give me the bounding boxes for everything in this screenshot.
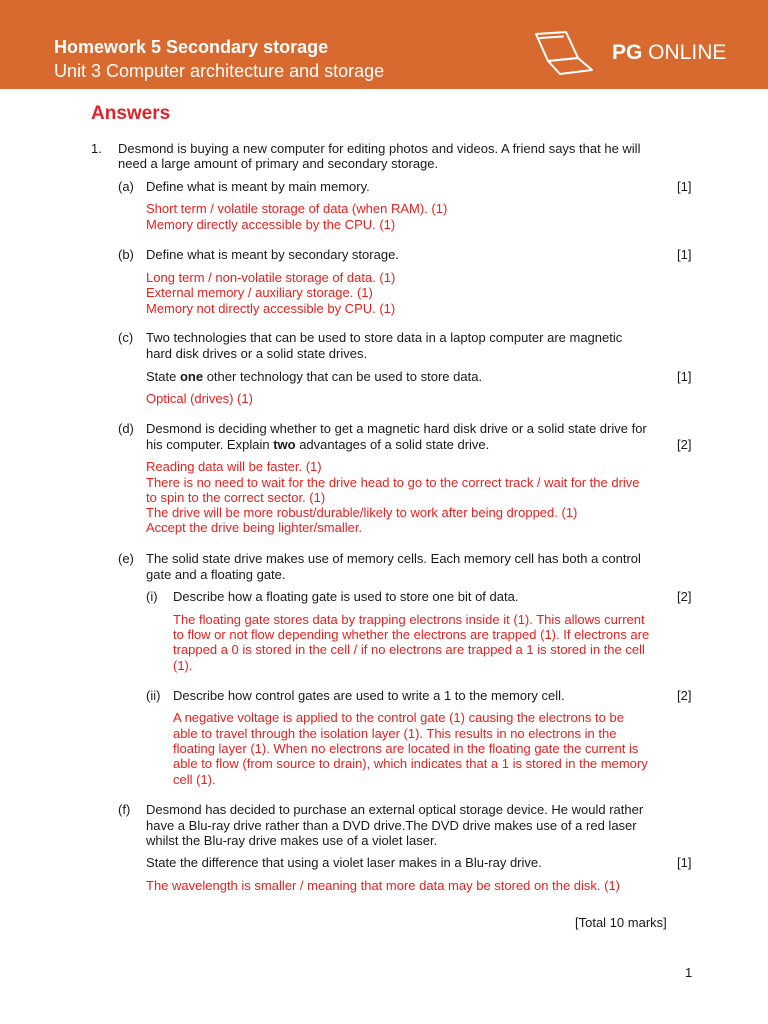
part-c-label: (c) (118, 330, 134, 345)
part-e-i-question: Describe how a floating gate is used to store one bit of data. (173, 589, 519, 604)
part-e-i-answer-line: to flow or not flow depending whether the electrons are trapped (1). If electrons are (173, 627, 650, 642)
part-d-question-line: Desmond is deciding whether to get a magnetic hard disk drive or a solid state drive for (146, 421, 647, 436)
brand-name: PG ONLINE (612, 41, 727, 64)
part-e-ii-marks: [2] (677, 688, 692, 703)
part-d-answer-line: to spin to the correct sector. (1) (146, 490, 326, 505)
part-b-question: Define what is meant by secondary storage. (146, 247, 399, 262)
part-e-ii-question: Describe how control gates are used to write a 1 to the memory cell. (173, 688, 565, 703)
total-marks: [Total 10 marks] (575, 915, 667, 930)
part-c-question-line: hard disk drives or a solid state drives. (146, 346, 368, 361)
part-d-label: (d) (118, 421, 134, 436)
part-d-marks: [2] (677, 437, 692, 452)
document-title: Homework 5 Secondary storage (54, 37, 329, 57)
question-intro-line-1: Desmond is buying a new computer for editing photos and videos. A friend says that he will (118, 141, 641, 156)
part-e-label: (e) (118, 551, 134, 566)
document-subtitle: Unit 3 Computer architecture and storage (54, 61, 385, 81)
part-a-label: (a) (118, 179, 134, 194)
part-d-answer-line: Accept the drive being lighter/smaller. (146, 520, 363, 535)
part-a-marks: [1] (677, 179, 692, 194)
part-c-question-line: Two technologies that can be used to store data in a laptop computer are magnetic (146, 330, 623, 345)
part-a-answer-line: Memory directly accessible by the CPU. (1) (146, 217, 396, 232)
part-f-marks: [1] (677, 855, 692, 870)
part-e-ii-answer-line: floating layer (1). When no electrons are located in the floating gate the current is (173, 741, 639, 756)
part-f-question-line: whilst the Blu-ray drive makes use of a violet laser. (146, 833, 438, 848)
part-e-ii-answer-line: A negative voltage is applied to the control gate (1) causing the electrons to be (173, 710, 624, 725)
part-e-i-answer-line: trapped a 0 is stored in the cell / if no electrons are trapped a 1 is stored in the cell (173, 642, 645, 657)
question-number: 1. (91, 141, 102, 156)
part-b-label: (b) (118, 247, 134, 262)
part-f-question-line: have a Blu-ray drive rather than a DVD drive.The DVD drive makes use of a red laser (146, 818, 637, 833)
part-f-question-line: Desmond has decided to purchase an external optical storage device. He would rather (146, 802, 644, 817)
page-header (0, 0, 768, 89)
page-number: 1 (685, 965, 693, 980)
part-d-question-line: his computer. Explain two advantages of a solid state drive. (146, 437, 490, 452)
part-b-answer-line: External memory / auxiliary storage. (1) (146, 285, 373, 300)
part-e-ii-answer-line: able to flow (from source to drain), which indicates that a 1 is stored in the memory (173, 756, 648, 771)
pg-online-logo (532, 30, 727, 76)
part-c-answer: Optical (drives) (1) (146, 391, 253, 406)
answers-heading: Answers (91, 103, 171, 124)
part-e-ii-label: (ii) (146, 688, 161, 703)
part-f-prompt: State the difference that using a violet laser makes in a Blu-ray drive. (146, 855, 542, 870)
part-a-answer-line: Short term / volatile storage of data (when RAM). (1) (146, 201, 448, 216)
part-e-ii-answer-line: cell (1). (173, 772, 216, 787)
part-f-answer: The wavelength is smaller / meaning that more data may be stored on the disk. (1) (146, 878, 621, 893)
part-e-i-marks: [2] (677, 589, 692, 604)
question-intro-line-2: need a large amount of primary and secondary storage. (118, 156, 439, 171)
part-e-ii-answer-line: able to travel through the isolation layer (1). This results in no electrons in the (173, 726, 617, 741)
part-b-answer-line: Memory not directly accessible by CPU. (1) (146, 301, 396, 316)
part-a-question: Define what is meant by main memory. (146, 179, 370, 194)
part-c-prompt: State one other technology that can be used to store data. (146, 369, 483, 384)
part-d-answer-line: The drive will be more robust/durable/likely to work after being dropped. (1) (146, 505, 578, 520)
part-e-i-answer-line: (1). (173, 658, 193, 673)
part-b-answer-line: Long term / non-volatile storage of data. (1) (146, 270, 396, 285)
part-e-question-line: gate and a floating gate. (146, 567, 286, 582)
laptop-icon (532, 30, 606, 76)
part-e-i-answer-line: The floating gate stores data by trapping electrons inside it (1). This allows current (173, 612, 645, 627)
part-b-marks: [1] (677, 247, 692, 262)
part-e-i-label: (i) (146, 589, 158, 604)
part-e-question-line: The solid state drive makes use of memory cells. Each memory cell has both a control (146, 551, 641, 566)
part-f-label: (f) (118, 802, 131, 817)
part-d-answer-line: There is no need to wait for the drive head to go to the correct track / wait for the drive (146, 475, 640, 490)
part-d-answer-line: Reading data will be faster. (1) (146, 459, 322, 474)
part-c-marks: [1] (677, 369, 692, 384)
